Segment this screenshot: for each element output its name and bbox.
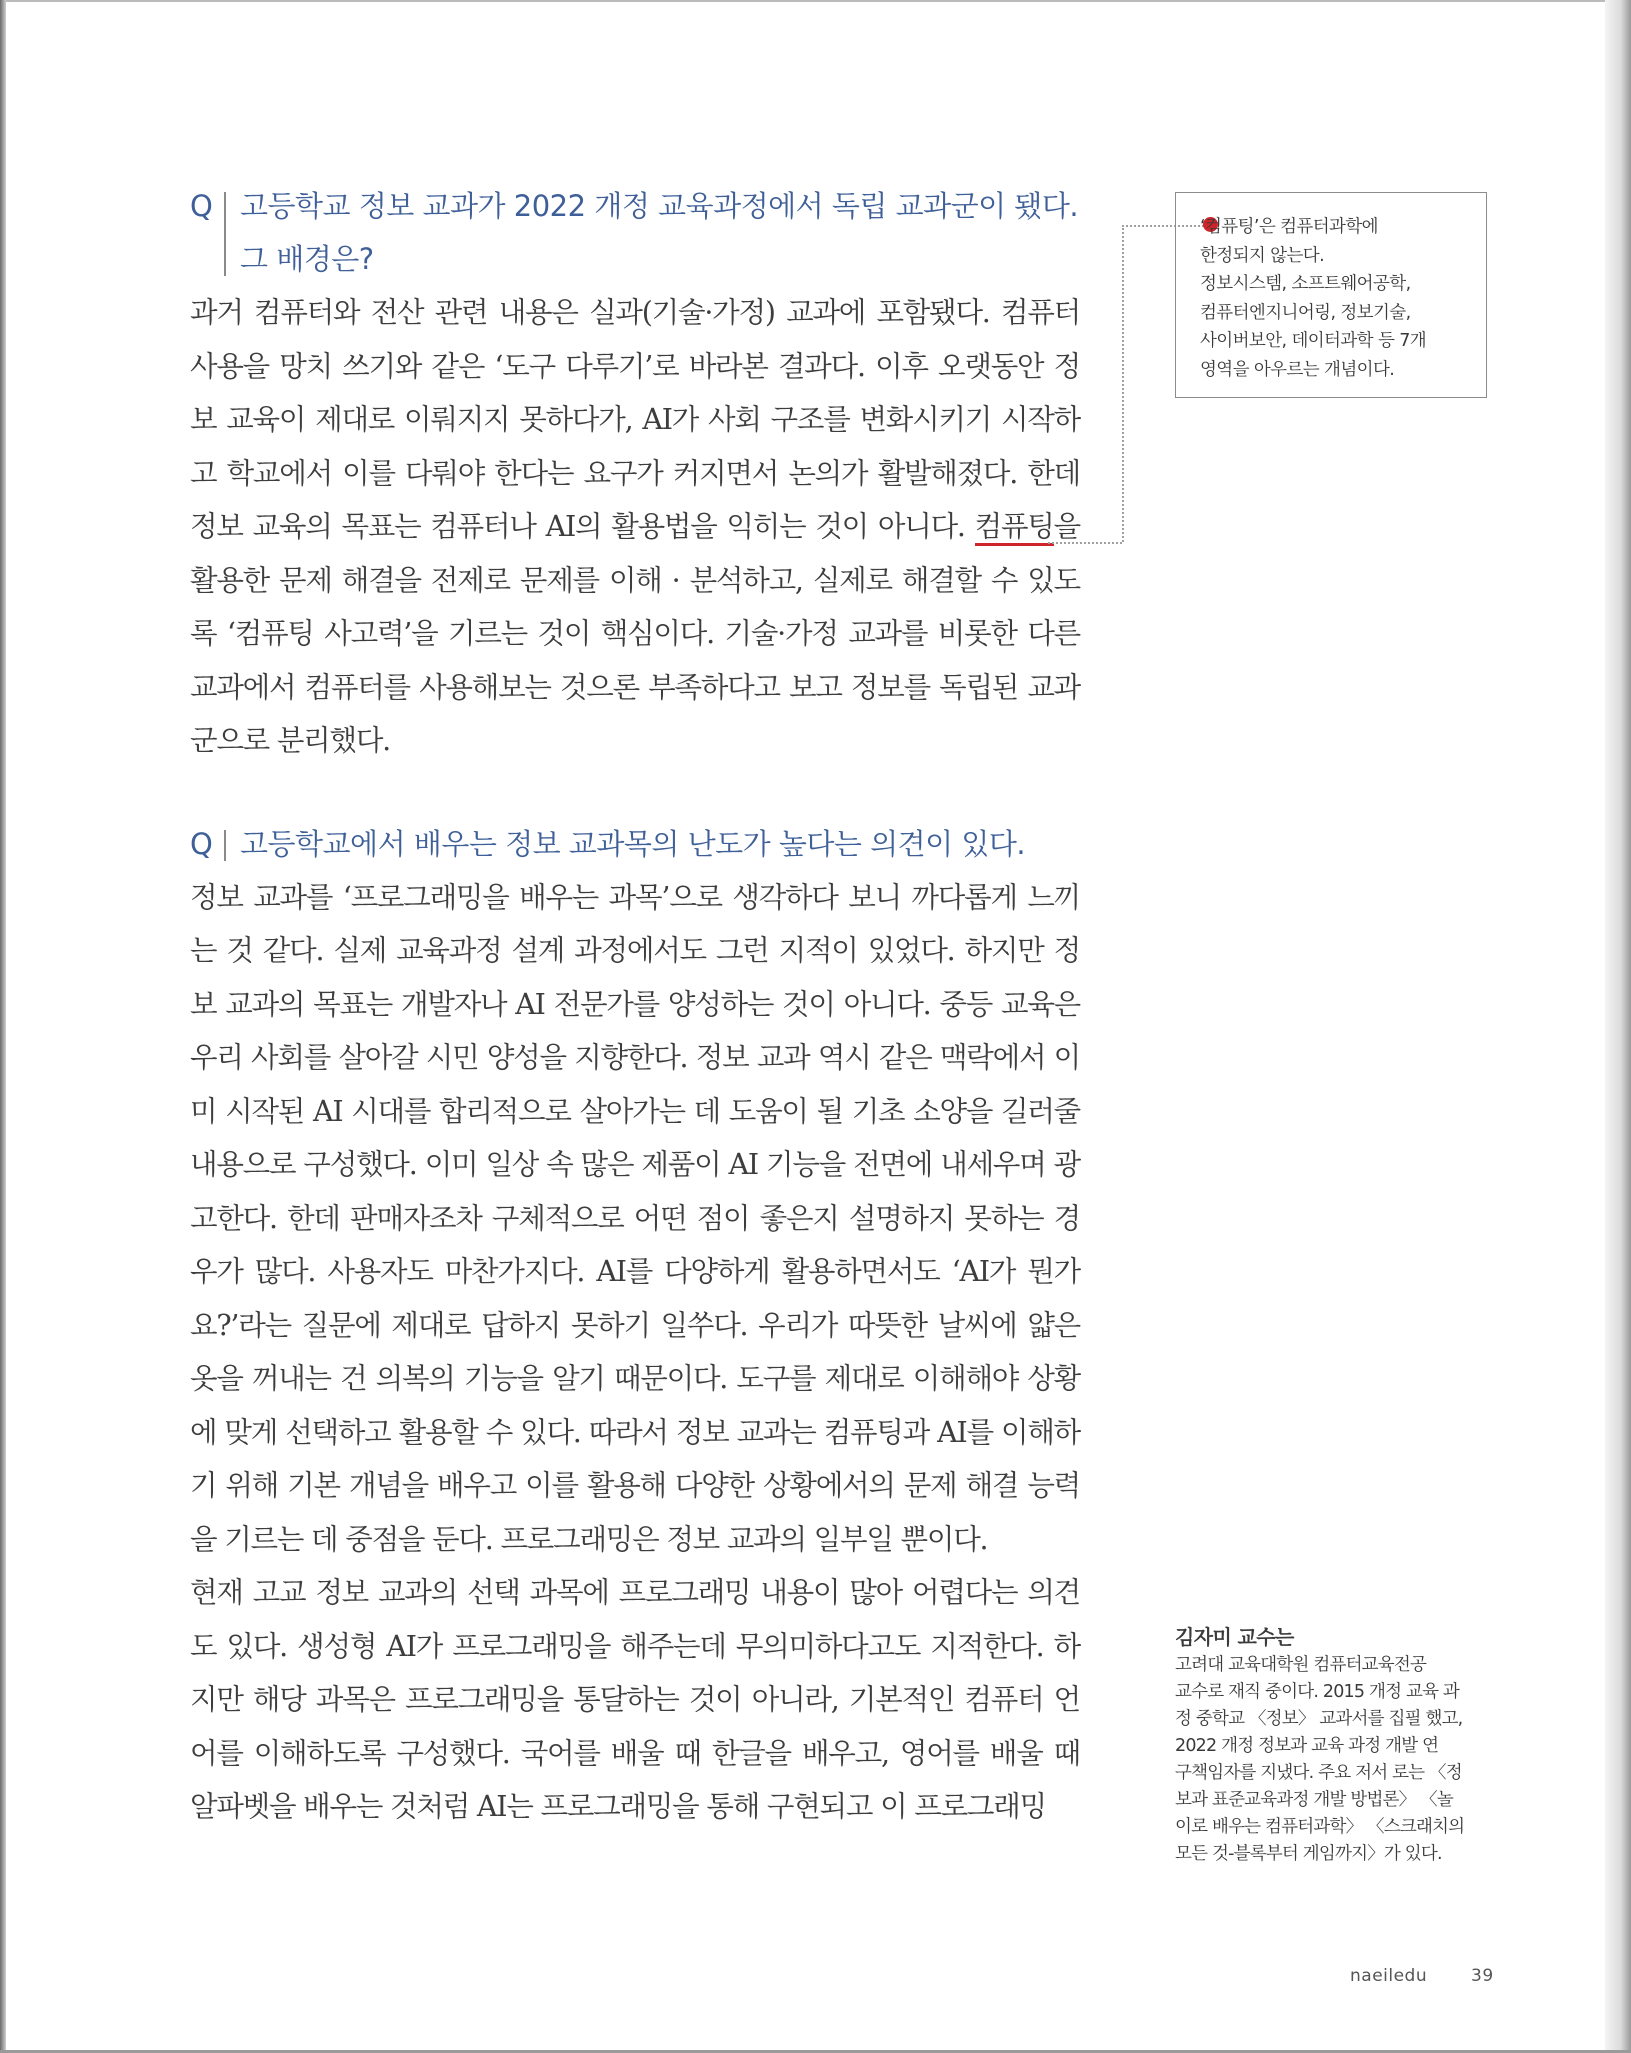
keyword-term: 컴퓨팅 [975, 510, 1054, 546]
author-bio-line: 이로 배우는 컴퓨터과학〉 〈스크래치의 [1175, 1817, 1465, 1837]
sidenote-line: 영역을 아우르는 개념이다. [1200, 359, 1395, 380]
answer-1-paragraph [190, 286, 1080, 768]
sidenote-line: 사이버보안, 데이터과학 등 7개 [1200, 331, 1427, 351]
answer-1-text-after: 을 활용한 문제 해결을 전제로 문제를 이해 · 분석하고, 실제로 해결할 수 있도록 ‘컴퓨팅 사고력’을 기르는 것이 핵심이다. 기술·가정 교과를 비롯한 다른 교과에서 컴퓨터를 사용해보는 것으론 부족하다고 보고 정보를 독립된 교과군으로 분리했다. [190, 510, 1080, 757]
sidenote-line: 정보시스템, 소프트웨어공학, [1200, 274, 1411, 294]
page-edge-left [0, 0, 6, 2053]
question-2 [190, 818, 1080, 871]
author-bio-line: 보과 표준교육과정 개발 방법론〉 〈놀 [1175, 1790, 1453, 1810]
author-profile [1175, 1622, 1495, 1868]
page-footer [1350, 1966, 1494, 1986]
q-mark: Q [190, 826, 213, 861]
author-bio-line: 모든 것-블록부터 게임까지〉가 있다. [1175, 1844, 1442, 1864]
answer-2-paragraph-1: 정보 교과를 ‘프로그래밍을 배우는 과목’으로 생각하다 보니 까다롭게 느끼는 것 같다. 실제 교육과정 설계 과정에서도 그런 지적이 있었다. 하지만 정보 교과의 목표는 개발자나 AI 전문가를 양성하는 것이 아니다. 중등 교육은 우리 사회를 살아갈 시민 양성을 지향한다. 정보 교과 역시 같은 맥락에서 이미 시작된 AI 시대를 합리적으로 살아가는 데 도움이 될 기초 소양을 길러줄 내용으로 구성했다. 이미 일상 속 많은 제품이 AI 기능을 전면에 내세우며 광고한다. 한데 판매자조차 구체적으로 어떤 점이 좋은지 설명하지 못하는 경우가 많다. 사용자도 마찬가지다. AI를 다양하게 활용하면서도 ‘AI가 뭔가요?’라는 질문에 제대로 답하지 못하기 일쑤다. 우리가 따뜻한 날씨에 얇은 옷을 꺼내는 건 의복의 기능을 알기 때문이다. 도구를 제대로 이해해야 상황에 맞게 선택하고 활용할 수 있다. 따라서 정보 교과는 컴퓨팅과 AI를 이해하기 위해 기본 개념을 배우고 이를 활용해 다양한 상황에서의 문제 해결 능력을 기르는 데 중점을 둔다. 프로그래밍은 정보 교과의 일부일 뿐이다. [190, 880, 1080, 1556]
author-bio-line: 정 중학교 〈정보〉 교과서를 집필 했고, [1175, 1709, 1463, 1729]
keyword-computing [975, 510, 1054, 543]
page-number: 39 [1471, 1966, 1494, 1986]
question-1 [190, 180, 1080, 286]
leader-line-horizontal [1048, 542, 1122, 544]
answer-2-paragraph-2: 현재 고교 정보 교과의 선택 과목에 프로그래밍 내용이 많아 어렵다는 의견도 있다. 생성형 AI가 프로그래밍을 해주는데 무의미하다고도 지적한다. 하지만 해당 과목은 프로그래밍을 통달하는 것이 아니라, 기본적인 컴퓨터 언어를 이해하도록 구성했다. 국어를 배울 때 한글을 배우고, 영어를 배울 때 알파벳을 배우는 것처럼 AI는 프로그래밍을 통해 구현되고 이 프로그래밍 [190, 1576, 1080, 1823]
author-bio-line: 고려대 교육대학원 컴퓨터교육전공 [1175, 1655, 1427, 1675]
publication-name: naeiledu [1350, 1966, 1428, 1986]
sidenote-line: 한정되지 않는다. [1200, 245, 1325, 266]
page-edge-top [0, 0, 1631, 2]
answer-1-text-before: 과거 컴퓨터와 전산 관련 내용은 실과(기술·가정) 교과에 포함됐다. 컴퓨터 사용을 망치 쓰기와 같은 ‘도구 다루기’로 바라본 결과다. 이후 오랫동안 정보 교육이 제대로 이뤄지지 못하다가, AI가 사회 구조를 변화시키기 시작하고 학교에서 이를 다뤄야 한다는 요구가 커지면서 논의가 활발해졌다. 한데 정보 교육의 목표는 컴퓨터나 AI의 활용법을 익히는 것이 아니다. [190, 296, 1080, 543]
leader-line-vertical [1122, 225, 1124, 542]
question-2-text: 고등학교에서 배우는 정보 교과목의 난도가 높다는 의견이 있다. [240, 826, 1026, 861]
question-1-text: 고등학교 정보 교과가 2022 개정 교육과정에서 독립 교과군이 됐다. 그 배경은? [240, 189, 1079, 276]
author-title: 김자미 교수는 [1175, 1625, 1294, 1649]
author-bio-line: 교수로 재직 중이다. 2015 개정 교육 과 [1175, 1682, 1460, 1702]
page-edge-right [1605, 0, 1631, 2053]
author-bio-line: 2022 개정 정보과 교육 과정 개발 연 [1175, 1736, 1439, 1756]
q-mark: Q [190, 189, 213, 223]
q-divider [224, 830, 226, 861]
q-divider [224, 192, 226, 276]
section-gap [190, 768, 1080, 818]
author-bio [1175, 1652, 1495, 1868]
sidenote-line: 컴퓨터엔지니어링, 정보기술, [1200, 302, 1411, 323]
sidenote-line: ‘컴퓨팅’은 컴퓨터과학에 [1200, 217, 1378, 237]
article-main-column [190, 180, 1080, 1834]
author-bio-line: 구책임자를 지냈다. 주요 저서 로는 〈정 [1175, 1763, 1462, 1783]
sidenote-box [1175, 192, 1487, 398]
